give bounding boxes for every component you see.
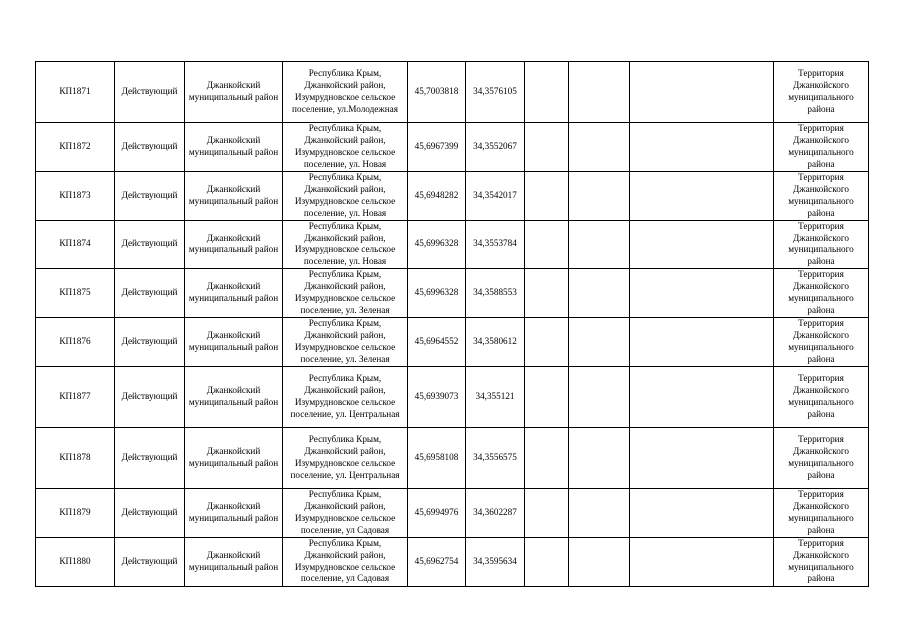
point-code-cell: КП1879 [36, 488, 115, 537]
territory-cell-line: района [807, 103, 835, 114]
territory-cell-line: района [807, 353, 835, 364]
territory-cell-line: района [807, 524, 835, 535]
empty-cell-1 [525, 62, 569, 123]
empty-cell-3 [630, 318, 774, 367]
district-cell-line: муниципальный район [188, 195, 279, 206]
address-cell-line: поселение, ул. Центральная [290, 469, 400, 480]
district-cell [185, 123, 283, 172]
district-cell [185, 62, 283, 123]
address-cell-line: Республика Крым, [308, 373, 382, 384]
empty-cell-3 [630, 123, 774, 172]
territory-cell-line: Джанкойского [793, 80, 849, 91]
address-cell-line: поселение, ул. Новая [303, 256, 387, 267]
status-cell: Действующий [115, 427, 185, 488]
address-cell-line: Джанкойский район, [304, 134, 386, 145]
territory-cell-line: Джанкойского [793, 330, 849, 341]
address-cell-line: Республика Крым, [308, 318, 382, 329]
address-cell-line: Изумрудновское сельское [294, 195, 396, 206]
district-cell-line: Джанкойский [206, 232, 261, 243]
address-cell-line: Изумрудновское сельское [294, 396, 396, 407]
table-row [36, 220, 869, 269]
empty-cell-1 [525, 318, 569, 367]
territory-cell [774, 220, 869, 269]
district-cell [185, 220, 283, 269]
address-cell-line: Джанкойский район, [304, 384, 386, 395]
latitude-cell: 45,6994976 [408, 488, 466, 537]
address-cell [283, 171, 408, 220]
status-cell: Действующий [115, 62, 185, 123]
district-cell-line: муниципальный район [188, 244, 279, 255]
district-cell-line: Джанкойский [206, 500, 261, 511]
latitude-cell: 45,6958108 [408, 427, 466, 488]
empty-cell-3 [630, 269, 774, 318]
address-cell-line: Республика Крым, [308, 434, 382, 445]
address-cell-line: Республика Крым, [308, 68, 382, 79]
territory-cell-line: Территория [798, 373, 844, 384]
territory-cell-line: района [807, 158, 835, 169]
district-cell-line: муниципальный район [188, 512, 279, 523]
table-row [36, 171, 869, 220]
district-cell-line: Джанкойский [206, 183, 261, 194]
status-cell: Действующий [115, 220, 185, 269]
territory-cell [774, 269, 869, 318]
territory-cell-line: муниципального [788, 92, 854, 102]
address-cell-line: поселение, ул. Зеленая [300, 305, 390, 316]
territory-cell-line: муниципального [788, 396, 854, 407]
territory-cell-line: муниципального [788, 293, 854, 304]
empty-cell-2 [569, 269, 630, 318]
territory-cell-line: Джанкойского [793, 183, 849, 194]
empty-cell-1 [525, 488, 569, 537]
address-cell-line: Джанкойский район, [304, 183, 386, 194]
point-code-cell: КП1878 [36, 427, 115, 488]
address-cell-line: поселение, ул Садовая [300, 524, 390, 535]
empty-cell-2 [569, 366, 630, 427]
district-cell-line: Джанкойский [206, 281, 261, 292]
empty-cell-1 [525, 269, 569, 318]
empty-cell-3 [630, 427, 774, 488]
empty-cell-1 [525, 220, 569, 269]
table-row [36, 366, 869, 427]
longitude-cell: 34,3576105 [466, 62, 525, 123]
address-cell-line: поселение, ул. Новая [303, 158, 387, 169]
address-cell-line: Джанкойский район, [304, 445, 386, 456]
address-cell [283, 269, 408, 318]
empty-cell-2 [569, 123, 630, 172]
table-row [36, 427, 869, 488]
empty-cell-2 [569, 537, 630, 586]
district-cell-line: Джанкойский [206, 134, 261, 145]
latitude-cell: 45,6939073 [408, 366, 466, 427]
territory-cell [774, 123, 869, 172]
territory-cell-line: Территория [798, 269, 844, 280]
address-cell [283, 62, 408, 123]
territory-cell-line: района [807, 469, 835, 480]
district-cell-line: Джанкойский [206, 330, 261, 341]
empty-cell-3 [630, 537, 774, 586]
district-cell-line: муниципальный район [188, 146, 279, 157]
district-cell [185, 318, 283, 367]
district-cell-line: муниципальный район [188, 342, 279, 353]
territory-cell-line: Территория [798, 220, 844, 231]
longitude-cell: 34,3552067 [466, 123, 525, 172]
district-cell-line: Джанкойский [206, 80, 261, 91]
address-cell [283, 220, 408, 269]
point-code-cell: КП1876 [36, 318, 115, 367]
point-code-cell: КП1871 [36, 62, 115, 123]
address-cell [283, 123, 408, 172]
territory-cell-line: Территория [798, 318, 844, 329]
empty-cell-3 [630, 366, 774, 427]
longitude-cell: 34,3542017 [466, 171, 525, 220]
territory-cell-line: Джанкойского [793, 281, 849, 292]
territory-cell [774, 537, 869, 586]
point-code-cell: КП1874 [36, 220, 115, 269]
registry-table [35, 61, 869, 587]
district-cell-line: Джанкойский [206, 384, 261, 395]
address-cell-line: Изумрудновское сельское [294, 512, 396, 523]
empty-cell-2 [569, 62, 630, 123]
empty-cell-2 [569, 427, 630, 488]
territory-cell-line: Джанкойского [793, 232, 849, 243]
address-cell [283, 488, 408, 537]
latitude-cell: 45,6996328 [408, 220, 466, 269]
district-cell [185, 269, 283, 318]
empty-cell-1 [525, 171, 569, 220]
territory-cell-line: района [807, 207, 835, 218]
address-cell-line: поселение, ул. Центральная [290, 408, 400, 419]
latitude-cell: 45,6967399 [408, 123, 466, 172]
empty-cell-1 [525, 537, 569, 586]
territory-cell-line: района [807, 305, 835, 316]
longitude-cell: 34,3595634 [466, 537, 525, 586]
empty-cell-1 [525, 427, 569, 488]
table-body [36, 62, 869, 587]
longitude-cell: 34,3602287 [466, 488, 525, 537]
status-cell: Действующий [115, 123, 185, 172]
address-cell-line: Джанкойский район, [304, 232, 386, 243]
address-cell-line: Изумрудновское сельское [294, 146, 396, 157]
point-code-cell: КП1880 [36, 537, 115, 586]
empty-cell-1 [525, 366, 569, 427]
point-code-cell: КП1872 [36, 123, 115, 172]
territory-cell-line: района [807, 573, 835, 584]
territory-cell-line: муниципального [788, 457, 854, 468]
point-code-cell: КП1873 [36, 171, 115, 220]
status-cell: Действующий [115, 269, 185, 318]
status-cell: Действующий [115, 171, 185, 220]
point-code-cell: КП1877 [36, 366, 115, 427]
table-row [36, 537, 869, 586]
address-cell-line: Республика Крым, [308, 123, 382, 133]
address-cell-line: Изумрудновское сельское [294, 244, 396, 255]
territory-cell-line: Территория [798, 123, 844, 133]
status-cell: Действующий [115, 488, 185, 537]
territory-cell [774, 318, 869, 367]
latitude-cell: 45,7003818 [408, 62, 466, 123]
empty-cell-2 [569, 171, 630, 220]
territory-cell-line: муниципального [788, 244, 854, 255]
territory-cell [774, 171, 869, 220]
district-cell-line: муниципальный район [188, 457, 279, 468]
district-cell-line: муниципальный район [188, 92, 279, 102]
address-cell-line: Республика Крым, [308, 488, 382, 499]
address-cell [283, 366, 408, 427]
address-cell-line: Изумрудновское сельское [294, 342, 396, 353]
district-cell [185, 427, 283, 488]
table-row [36, 488, 869, 537]
district-cell-line: муниципальный район [188, 396, 279, 407]
address-cell [283, 427, 408, 488]
empty-cell-3 [630, 488, 774, 537]
longitude-cell: 34,355121 [466, 366, 525, 427]
empty-cell-1 [525, 123, 569, 172]
empty-cell-3 [630, 220, 774, 269]
address-cell-line: Республика Крым, [308, 269, 382, 280]
table-row [36, 62, 869, 123]
territory-cell-line: Территория [798, 488, 844, 499]
territory-cell-line: муниципального [788, 561, 854, 572]
territory-cell-line: района [807, 408, 835, 419]
table-row [36, 269, 869, 318]
district-cell-line: Джанкойский [206, 445, 261, 456]
address-cell-line: Джанкойский район, [304, 281, 386, 292]
territory-cell-line: Джанкойского [793, 134, 849, 145]
empty-cell-3 [630, 171, 774, 220]
latitude-cell: 45,6996328 [408, 269, 466, 318]
district-cell-line: Джанкойский [206, 549, 261, 560]
territory-cell [774, 427, 869, 488]
longitude-cell: 34,3556575 [466, 427, 525, 488]
address-cell [283, 318, 408, 367]
address-cell-line: поселение, ул. Зеленая [300, 353, 390, 364]
address-cell-line: Джанкойский район, [304, 500, 386, 511]
empty-cell-3 [630, 62, 774, 123]
address-cell-line: Изумрудновское сельское [294, 561, 396, 572]
territory-cell-line: муниципального [788, 512, 854, 523]
territory-cell-line: Территория [798, 68, 844, 79]
address-cell [283, 537, 408, 586]
territory-cell-line: муниципального [788, 195, 854, 206]
latitude-cell: 45,6964552 [408, 318, 466, 367]
district-cell-line: муниципальный район [188, 293, 279, 304]
address-cell-line: Изумрудновское сельское [294, 293, 396, 304]
address-cell-line: Республика Крым, [308, 171, 382, 182]
territory-cell-line: района [807, 256, 835, 267]
address-cell-line: поселение, ул. Новая [303, 207, 387, 218]
address-cell-line: Изумрудновское сельское [294, 92, 396, 102]
latitude-cell: 45,6962754 [408, 537, 466, 586]
territory-cell-line: Джанкойского [793, 445, 849, 456]
empty-cell-2 [569, 318, 630, 367]
district-cell [185, 366, 283, 427]
territory-cell [774, 366, 869, 427]
territory-cell-line: Джанкойского [793, 549, 849, 560]
status-cell: Действующий [115, 366, 185, 427]
address-cell-line: Джанкойский район, [304, 80, 386, 91]
territory-cell [774, 488, 869, 537]
address-cell-line: поселение, ул Садовая [300, 573, 390, 584]
territory-cell-line: Территория [798, 171, 844, 182]
territory-cell-line: Джанкойского [793, 384, 849, 395]
table-row [36, 123, 869, 172]
status-cell: Действующий [115, 537, 185, 586]
latitude-cell: 45,6948282 [408, 171, 466, 220]
territory-cell [774, 62, 869, 123]
empty-cell-2 [569, 488, 630, 537]
address-cell-line: Республика Крым, [308, 220, 382, 231]
address-cell-line: Республика Крым, [308, 537, 382, 548]
longitude-cell: 34,3588553 [466, 269, 525, 318]
district-cell [185, 537, 283, 586]
district-cell-line: муниципальный район [188, 561, 279, 572]
territory-cell-line: муниципального [788, 146, 854, 157]
table-row [36, 318, 869, 367]
territory-cell-line: Территория [798, 537, 844, 548]
district-cell [185, 171, 283, 220]
longitude-cell: 34,3553784 [466, 220, 525, 269]
longitude-cell: 34,3580612 [466, 318, 525, 367]
address-cell-line: Изумрудновское сельское [294, 457, 396, 468]
address-cell-line: поселение, ул.Молодежная [292, 103, 398, 114]
address-cell-line: Джанкойский район, [304, 330, 386, 341]
territory-cell-line: Джанкойского [793, 500, 849, 511]
point-code-cell: КП1875 [36, 269, 115, 318]
territory-cell-line: муниципального [788, 342, 854, 353]
territory-cell-line: Территория [798, 434, 844, 445]
address-cell-line: Джанкойский район, [304, 549, 386, 560]
district-cell [185, 488, 283, 537]
empty-cell-2 [569, 220, 630, 269]
status-cell: Действующий [115, 318, 185, 367]
